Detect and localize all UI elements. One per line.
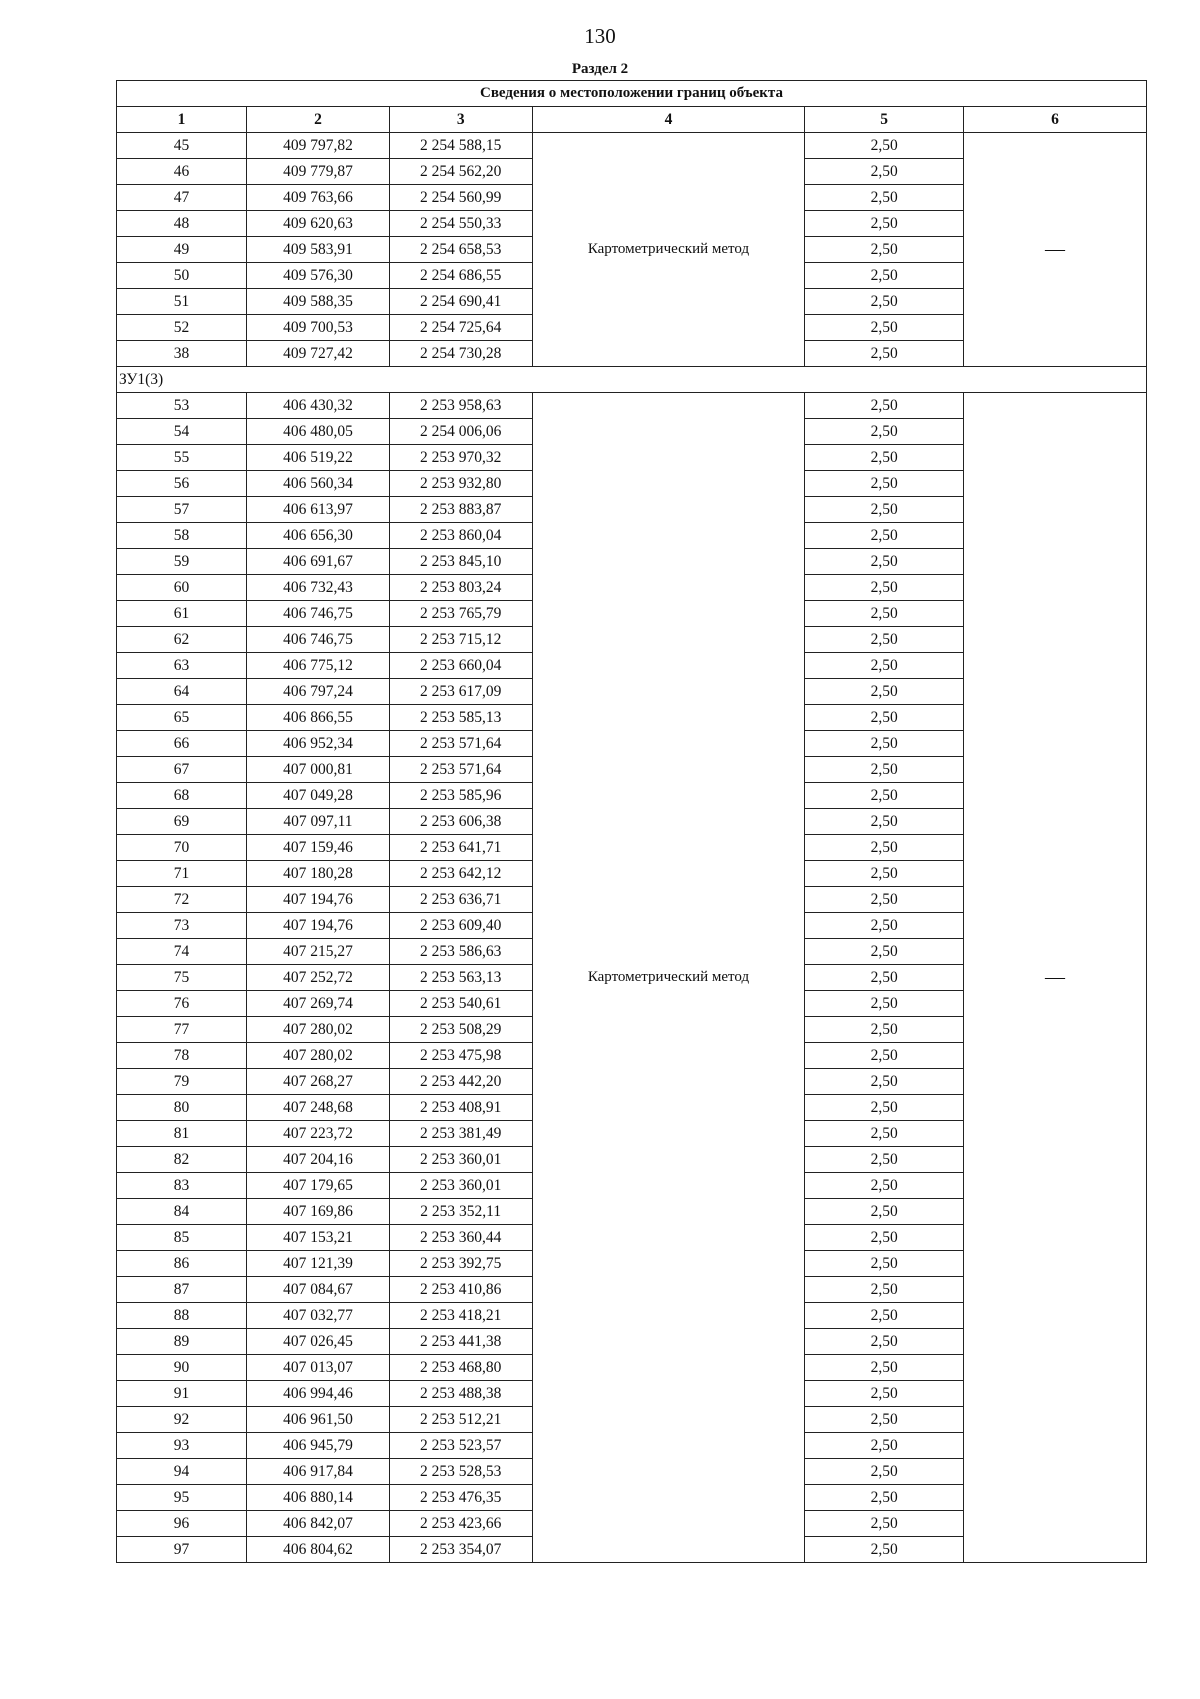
accuracy-cell: 2,50 (805, 315, 964, 341)
accuracy-cell: 2,50 (805, 1147, 964, 1173)
x-coordinate-cell: 406 866,55 (247, 705, 390, 731)
y-coordinate-cell: 2 254 658,53 (389, 237, 532, 263)
y-coordinate-cell: 2 253 410,86 (389, 1277, 532, 1303)
accuracy-cell: 2,50 (805, 1225, 964, 1251)
accuracy-cell: 2,50 (805, 393, 964, 419)
y-coordinate-cell: 2 253 360,44 (389, 1225, 532, 1251)
x-coordinate-cell: 407 248,68 (247, 1095, 390, 1121)
point-number-cell: 67 (117, 757, 247, 783)
y-coordinate-cell: 2 254 725,64 (389, 315, 532, 341)
x-coordinate-cell: 409 588,35 (247, 289, 390, 315)
accuracy-cell: 2,50 (805, 1043, 964, 1069)
point-number-cell: 92 (117, 1407, 247, 1433)
point-number-cell: 61 (117, 601, 247, 627)
point-number-cell: 87 (117, 1277, 247, 1303)
table-row (117, 133, 1147, 159)
point-number-cell: 76 (117, 991, 247, 1017)
x-coordinate-cell: 407 013,07 (247, 1355, 390, 1381)
y-coordinate-cell: 2 253 442,20 (389, 1069, 532, 1095)
accuracy-cell: 2,50 (805, 523, 964, 549)
point-number-cell: 38 (117, 341, 247, 367)
y-coordinate-cell: 2 253 512,21 (389, 1407, 532, 1433)
y-coordinate-cell: 2 253 381,49 (389, 1121, 532, 1147)
point-number-cell: 59 (117, 549, 247, 575)
point-number-cell: 95 (117, 1485, 247, 1511)
accuracy-cell: 2,50 (805, 991, 964, 1017)
x-coordinate-cell: 406 613,97 (247, 497, 390, 523)
x-coordinate-cell: 406 880,14 (247, 1485, 390, 1511)
x-coordinate-cell: 409 779,87 (247, 159, 390, 185)
y-coordinate-cell: 2 253 715,12 (389, 627, 532, 653)
x-coordinate-cell: 406 691,67 (247, 549, 390, 575)
accuracy-cell: 2,50 (805, 1407, 964, 1433)
point-number-cell: 73 (117, 913, 247, 939)
accuracy-cell: 2,50 (805, 835, 964, 861)
table-row (117, 393, 1147, 419)
x-coordinate-cell: 406 945,79 (247, 1433, 390, 1459)
point-number-cell: 94 (117, 1459, 247, 1485)
x-coordinate-cell: 407 000,81 (247, 757, 390, 783)
y-coordinate-cell: 2 253 609,40 (389, 913, 532, 939)
point-number-cell: 88 (117, 1303, 247, 1329)
x-coordinate-cell: 407 194,76 (247, 913, 390, 939)
x-coordinate-cell: 409 620,63 (247, 211, 390, 237)
y-coordinate-cell: 2 254 550,33 (389, 211, 532, 237)
y-coordinate-cell: 2 253 408,91 (389, 1095, 532, 1121)
group-label: ЗУ1(3) (117, 367, 1147, 393)
y-coordinate-cell: 2 253 932,80 (389, 471, 532, 497)
point-number-cell: 69 (117, 809, 247, 835)
y-coordinate-cell: 2 254 588,15 (389, 133, 532, 159)
point-number-cell: 83 (117, 1173, 247, 1199)
y-coordinate-cell: 2 253 475,98 (389, 1043, 532, 1069)
x-coordinate-cell: 409 576,30 (247, 263, 390, 289)
accuracy-cell: 2,50 (805, 445, 964, 471)
point-number-cell: 96 (117, 1511, 247, 1537)
point-number-cell: 60 (117, 575, 247, 601)
point-number-cell: 82 (117, 1147, 247, 1173)
accuracy-cell: 2,50 (805, 1121, 964, 1147)
y-coordinate-cell: 2 253 642,12 (389, 861, 532, 887)
y-coordinate-cell: 2 253 860,04 (389, 523, 532, 549)
y-coordinate-cell: 2 253 468,80 (389, 1355, 532, 1381)
accuracy-cell: 2,50 (805, 1251, 964, 1277)
y-coordinate-cell: 2 253 883,87 (389, 497, 532, 523)
x-coordinate-cell: 407 084,67 (247, 1277, 390, 1303)
y-coordinate-cell: 2 254 686,55 (389, 263, 532, 289)
x-coordinate-cell: 406 804,62 (247, 1537, 390, 1563)
y-coordinate-cell: 2 253 585,13 (389, 705, 532, 731)
point-number-cell: 68 (117, 783, 247, 809)
point-number-cell: 49 (117, 237, 247, 263)
y-coordinate-cell: 2 253 476,35 (389, 1485, 532, 1511)
x-coordinate-cell: 406 560,34 (247, 471, 390, 497)
accuracy-cell: 2,50 (805, 1069, 964, 1095)
accuracy-cell: 2,50 (805, 211, 964, 237)
accuracy-cell: 2,50 (805, 497, 964, 523)
x-coordinate-cell: 407 252,72 (247, 965, 390, 991)
point-number-cell: 64 (117, 679, 247, 705)
point-number-cell: 89 (117, 1329, 247, 1355)
point-number-cell: 56 (117, 471, 247, 497)
table-caption-row (117, 81, 1147, 107)
y-coordinate-cell: 2 253 641,71 (389, 835, 532, 861)
y-coordinate-cell: 2 254 730,28 (389, 341, 532, 367)
accuracy-cell: 2,50 (805, 705, 964, 731)
point-number-cell: 57 (117, 497, 247, 523)
y-coordinate-cell: 2 253 423,66 (389, 1511, 532, 1537)
x-coordinate-cell: 406 994,46 (247, 1381, 390, 1407)
section-title: Раздел 2 (571, 61, 629, 77)
boundary-coordinates-table (116, 80, 1147, 1563)
accuracy-cell: 2,50 (805, 913, 964, 939)
x-coordinate-cell: 407 026,45 (247, 1329, 390, 1355)
accuracy-cell: 2,50 (805, 731, 964, 757)
accuracy-cell: 2,50 (805, 549, 964, 575)
point-number-cell: 91 (117, 1381, 247, 1407)
point-number-cell: 74 (117, 939, 247, 965)
point-number-cell: 52 (117, 315, 247, 341)
point-number-cell: 79 (117, 1069, 247, 1095)
y-coordinate-cell: 2 253 523,57 (389, 1433, 532, 1459)
column-header: 4 (532, 107, 805, 133)
point-number-cell: 78 (117, 1043, 247, 1069)
y-coordinate-cell: 2 253 392,75 (389, 1251, 532, 1277)
y-coordinate-cell: 2 253 617,09 (389, 679, 532, 705)
accuracy-cell: 2,50 (805, 1511, 964, 1537)
accuracy-cell: 2,50 (805, 185, 964, 211)
accuracy-cell: 2,50 (805, 601, 964, 627)
point-number-cell: 54 (117, 419, 247, 445)
table-caption: Сведения о местоположении границ объекта (117, 81, 1147, 107)
y-coordinate-cell: 2 253 571,64 (389, 757, 532, 783)
accuracy-cell: 2,50 (805, 1381, 964, 1407)
x-coordinate-cell: 407 268,27 (247, 1069, 390, 1095)
point-number-cell: 97 (117, 1537, 247, 1563)
y-coordinate-cell: 2 253 660,04 (389, 653, 532, 679)
x-coordinate-cell: 409 700,53 (247, 315, 390, 341)
x-coordinate-cell: 406 519,22 (247, 445, 390, 471)
y-coordinate-cell: 2 253 845,10 (389, 549, 532, 575)
accuracy-cell: 2,50 (805, 575, 964, 601)
y-coordinate-cell: 2 253 418,21 (389, 1303, 532, 1329)
y-coordinate-cell: 2 253 354,07 (389, 1537, 532, 1563)
accuracy-cell: 2,50 (805, 1277, 964, 1303)
accuracy-cell: 2,50 (805, 1095, 964, 1121)
x-coordinate-cell: 407 215,27 (247, 939, 390, 965)
x-coordinate-cell: 407 194,76 (247, 887, 390, 913)
accuracy-cell: 2,50 (805, 1355, 964, 1381)
point-number-cell: 75 (117, 965, 247, 991)
column-header: 6 (963, 107, 1146, 133)
accuracy-cell: 2,50 (805, 133, 964, 159)
x-coordinate-cell: 407 169,86 (247, 1199, 390, 1225)
y-coordinate-cell: 2 253 636,71 (389, 887, 532, 913)
y-coordinate-cell: 2 253 360,01 (389, 1173, 532, 1199)
point-number-cell: 81 (117, 1121, 247, 1147)
y-coordinate-cell: 2 254 562,20 (389, 159, 532, 185)
point-number-cell: 63 (117, 653, 247, 679)
x-coordinate-cell: 407 280,02 (247, 1017, 390, 1043)
point-number-cell: 47 (117, 185, 247, 211)
y-coordinate-cell: 2 253 970,32 (389, 445, 532, 471)
y-coordinate-cell: 2 253 571,64 (389, 731, 532, 757)
x-coordinate-cell: 409 583,91 (247, 237, 390, 263)
y-coordinate-cell: 2 253 958,63 (389, 393, 532, 419)
point-number-cell: 80 (117, 1095, 247, 1121)
accuracy-cell: 2,50 (805, 419, 964, 445)
accuracy-cell: 2,50 (805, 653, 964, 679)
y-coordinate-cell: 2 254 560,99 (389, 185, 532, 211)
point-number-cell: 53 (117, 393, 247, 419)
x-coordinate-cell: 407 179,65 (247, 1173, 390, 1199)
y-coordinate-cell: 2 253 540,61 (389, 991, 532, 1017)
accuracy-cell: 2,50 (805, 627, 964, 653)
accuracy-cell: 2,50 (805, 263, 964, 289)
accuracy-cell: 2,50 (805, 471, 964, 497)
point-number-cell: 51 (117, 289, 247, 315)
x-coordinate-cell: 406 961,50 (247, 1407, 390, 1433)
accuracy-cell: 2,50 (805, 341, 964, 367)
y-coordinate-cell: 2 253 765,79 (389, 601, 532, 627)
point-number-cell: 77 (117, 1017, 247, 1043)
group-label-row (117, 367, 1147, 393)
y-coordinate-cell: 2 253 508,29 (389, 1017, 532, 1043)
method-cell: Картометрический метод (532, 393, 805, 1563)
point-number-cell: 85 (117, 1225, 247, 1251)
point-number-cell: 65 (117, 705, 247, 731)
point-number-cell: 50 (117, 263, 247, 289)
point-number-cell: 66 (117, 731, 247, 757)
x-coordinate-cell: 409 797,82 (247, 133, 390, 159)
y-coordinate-cell: 2 253 360,01 (389, 1147, 532, 1173)
point-number-cell: 55 (117, 445, 247, 471)
y-coordinate-cell: 2 253 488,38 (389, 1381, 532, 1407)
x-coordinate-cell: 407 204,16 (247, 1147, 390, 1173)
x-coordinate-cell: 409 763,66 (247, 185, 390, 211)
y-coordinate-cell: 2 253 585,96 (389, 783, 532, 809)
x-coordinate-cell: 406 917,84 (247, 1459, 390, 1485)
column-header: 3 (389, 107, 532, 133)
method-cell: Картометрический метод (532, 133, 805, 367)
accuracy-cell: 2,50 (805, 1303, 964, 1329)
accuracy-cell: 2,50 (805, 1329, 964, 1355)
point-number-cell: 90 (117, 1355, 247, 1381)
column-header: 1 (117, 107, 247, 133)
x-coordinate-cell: 406 797,24 (247, 679, 390, 705)
accuracy-cell: 2,50 (805, 1199, 964, 1225)
x-coordinate-cell: 406 732,43 (247, 575, 390, 601)
x-coordinate-cell: 407 121,39 (247, 1251, 390, 1277)
column-header-row (117, 107, 1147, 133)
accuracy-cell: 2,50 (805, 237, 964, 263)
x-coordinate-cell: 407 159,46 (247, 835, 390, 861)
accuracy-cell: 2,50 (805, 783, 964, 809)
x-coordinate-cell: 406 430,32 (247, 393, 390, 419)
x-coordinate-cell: 406 746,75 (247, 627, 390, 653)
y-coordinate-cell: 2 253 563,13 (389, 965, 532, 991)
point-number-cell: 86 (117, 1251, 247, 1277)
accuracy-cell: 2,50 (805, 861, 964, 887)
point-number-cell: 62 (117, 627, 247, 653)
point-number-cell: 58 (117, 523, 247, 549)
accuracy-cell: 2,50 (805, 1537, 964, 1563)
x-coordinate-cell: 407 269,74 (247, 991, 390, 1017)
column-header: 2 (247, 107, 390, 133)
accuracy-cell: 2,50 (805, 1173, 964, 1199)
x-coordinate-cell: 407 180,28 (247, 861, 390, 887)
x-coordinate-cell: 406 656,30 (247, 523, 390, 549)
x-coordinate-cell: 407 032,77 (247, 1303, 390, 1329)
point-number-cell: 46 (117, 159, 247, 185)
accuracy-cell: 2,50 (805, 289, 964, 315)
point-number-cell: 84 (117, 1199, 247, 1225)
point-number-cell: 70 (117, 835, 247, 861)
point-number-cell: 71 (117, 861, 247, 887)
accuracy-cell: 2,50 (805, 1433, 964, 1459)
accuracy-cell: 2,50 (805, 1017, 964, 1043)
y-coordinate-cell: 2 253 441,38 (389, 1329, 532, 1355)
x-coordinate-cell: 406 952,34 (247, 731, 390, 757)
accuracy-cell: 2,50 (805, 809, 964, 835)
point-number-cell: 93 (117, 1433, 247, 1459)
accuracy-cell: 2,50 (805, 887, 964, 913)
table-body (117, 81, 1147, 1563)
accuracy-cell: 2,50 (805, 939, 964, 965)
accuracy-cell: 2,50 (805, 1485, 964, 1511)
accuracy-cell: 2,50 (805, 159, 964, 185)
x-coordinate-cell: 406 746,75 (247, 601, 390, 627)
x-coordinate-cell: 407 280,02 (247, 1043, 390, 1069)
x-coordinate-cell: 409 727,42 (247, 341, 390, 367)
y-coordinate-cell: 2 253 528,53 (389, 1459, 532, 1485)
x-coordinate-cell: 406 480,05 (247, 419, 390, 445)
x-coordinate-cell: 406 775,12 (247, 653, 390, 679)
x-coordinate-cell: 406 842,07 (247, 1511, 390, 1537)
x-coordinate-cell: 407 223,72 (247, 1121, 390, 1147)
accuracy-cell: 2,50 (805, 1459, 964, 1485)
accuracy-cell: 2,50 (805, 757, 964, 783)
y-coordinate-cell: 2 254 006,06 (389, 419, 532, 445)
accuracy-cell: 2,50 (805, 679, 964, 705)
point-number-cell: 48 (117, 211, 247, 237)
column-header: 5 (805, 107, 964, 133)
page-number: 130 (584, 24, 616, 48)
y-coordinate-cell: 2 253 803,24 (389, 575, 532, 601)
y-coordinate-cell: 2 253 586,63 (389, 939, 532, 965)
x-coordinate-cell: 407 049,28 (247, 783, 390, 809)
accuracy-cell: 2,50 (805, 965, 964, 991)
x-coordinate-cell: 407 097,11 (247, 809, 390, 835)
y-coordinate-cell: 2 253 606,38 (389, 809, 532, 835)
x-coordinate-cell: 407 153,21 (247, 1225, 390, 1251)
point-number-cell: 45 (117, 133, 247, 159)
note-cell: — (963, 393, 1146, 1563)
y-coordinate-cell: 2 253 352,11 (389, 1199, 532, 1225)
note-cell: — (963, 133, 1146, 367)
y-coordinate-cell: 2 254 690,41 (389, 289, 532, 315)
point-number-cell: 72 (117, 887, 247, 913)
